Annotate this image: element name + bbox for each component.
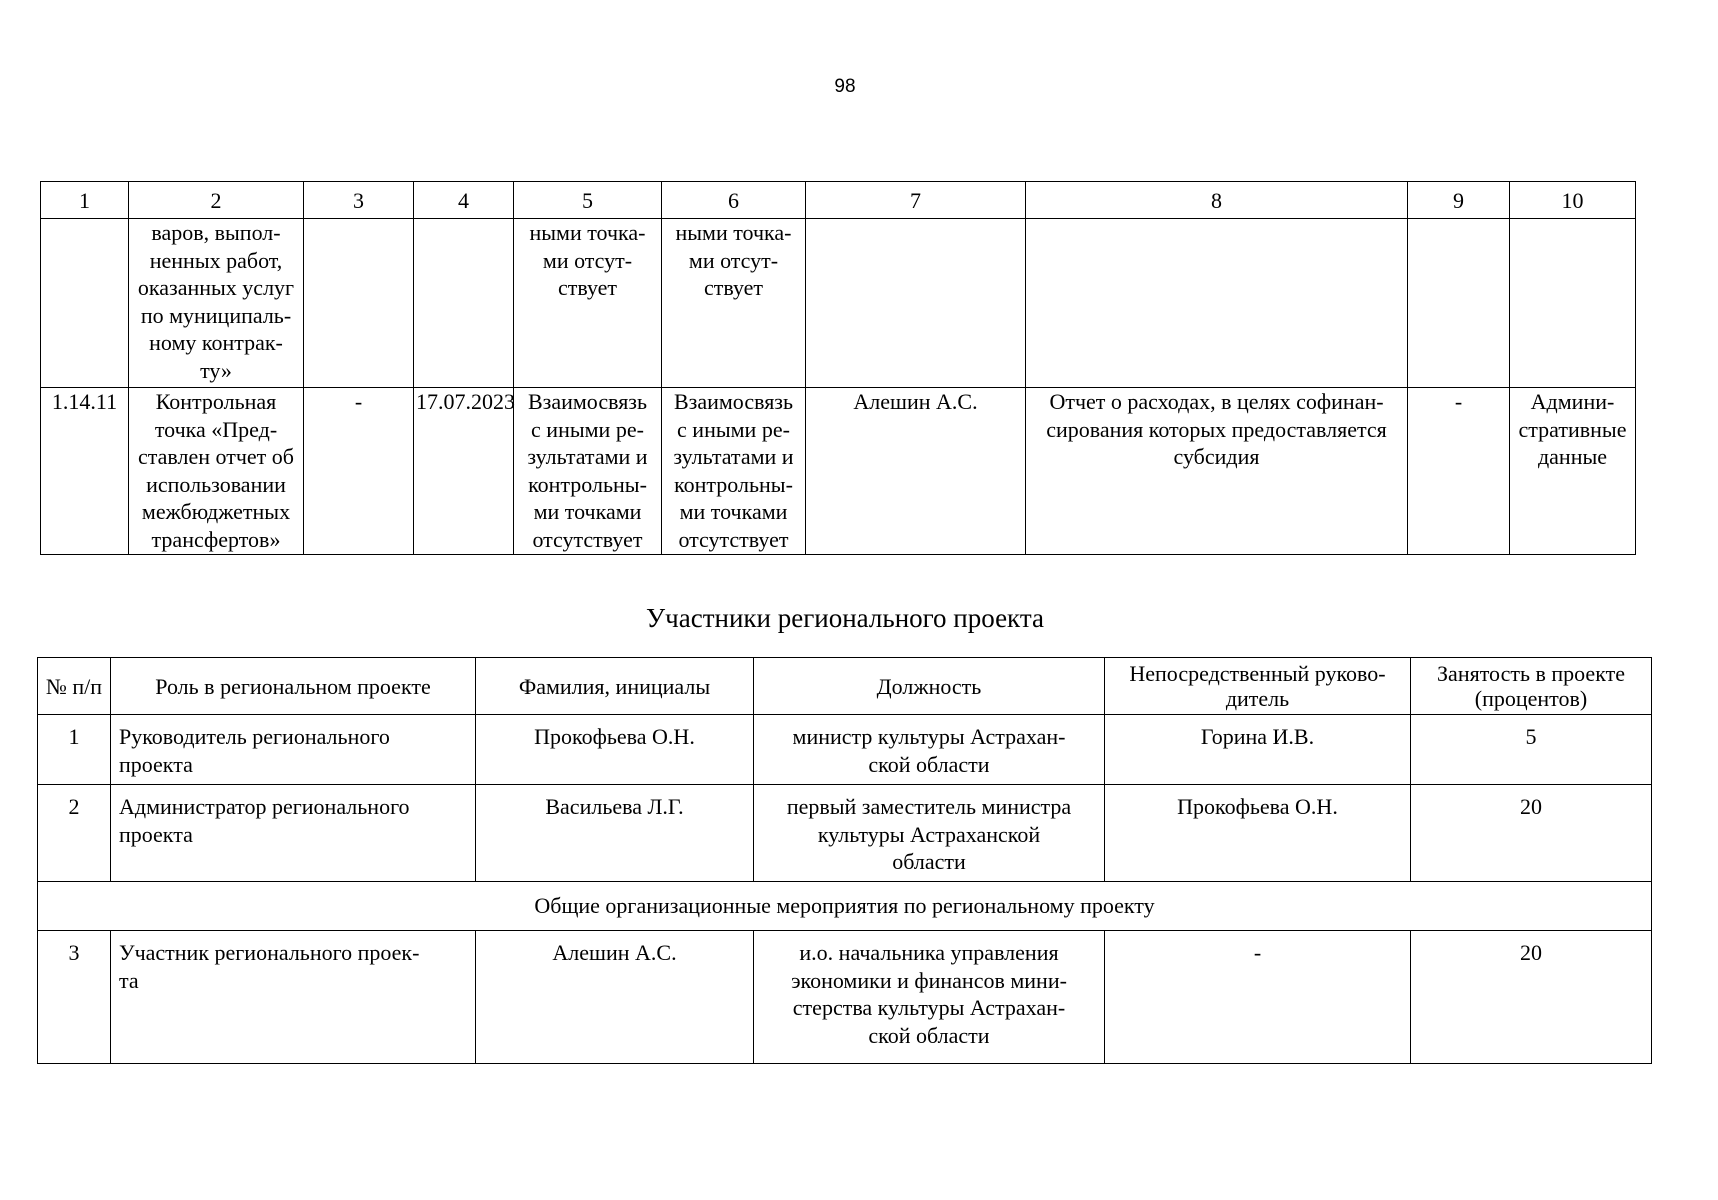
header-supervisor: Непосредственный руково- дитель bbox=[1105, 658, 1411, 715]
header-employment: Занятость в проекте (процентов) bbox=[1411, 658, 1652, 715]
cell-empty bbox=[1408, 219, 1510, 388]
cell-date: 17.07.2023 bbox=[414, 388, 514, 555]
cell-name: Алешин А.С. bbox=[476, 931, 754, 1064]
cell-relation-points: ными точка- ми отсут- ствует bbox=[662, 219, 806, 388]
cell-col3: - bbox=[304, 388, 414, 555]
cell-source: Админи- стративные данные bbox=[1510, 388, 1636, 555]
table-row bbox=[41, 219, 1636, 388]
cell-empty bbox=[1510, 219, 1636, 388]
cell-num: 3 bbox=[38, 931, 111, 1064]
table-header-row bbox=[38, 658, 1652, 715]
control-points-table bbox=[40, 181, 1636, 555]
cell-name: Васильева Л.Г. bbox=[476, 785, 754, 882]
cell-name: Прокофьева О.Н. bbox=[476, 715, 754, 785]
column-number-4: 4 bbox=[414, 182, 514, 219]
page-number: 98 bbox=[834, 76, 856, 97]
cell-position: первый заместитель министра культуры Астраханской области bbox=[754, 785, 1105, 882]
header-name: Фамилия, инициалы bbox=[476, 658, 754, 715]
cell-role: Руководитель регионального проекта bbox=[111, 715, 476, 785]
cell-relation-results: ными точка- ми отсут- ствует bbox=[514, 219, 662, 388]
cell-employment: 20 bbox=[1411, 931, 1652, 1064]
cell-col9: - bbox=[1408, 388, 1510, 555]
header-position: Должность bbox=[754, 658, 1105, 715]
cell-document: Отчет о расходах, в целях софинан- сирования которых предоставляется субсидия bbox=[1026, 388, 1408, 555]
column-number-2: 2 bbox=[129, 182, 304, 219]
header-role: Роль в региональном проекте bbox=[111, 658, 476, 715]
cell-description: Контрольная точка «Пред- ставлен отчет об использовании межбюджетных трансфертов» bbox=[129, 388, 304, 555]
cell-num: 2 bbox=[38, 785, 111, 882]
cell-description: варов, выпол- ненных работ, оказанных услуг по муниципаль- ному контрак- ту» bbox=[129, 219, 304, 388]
column-number-6: 6 bbox=[662, 182, 806, 219]
cell-position: министр культуры Астрахан- ской области bbox=[754, 715, 1105, 785]
column-number-9: 9 bbox=[1408, 182, 1510, 219]
cell-relation-results: Взаимосвязь с иными ре- зультатами и контрольны- ми точками отсутствует bbox=[514, 388, 662, 555]
cell-empty bbox=[414, 219, 514, 388]
participants-table bbox=[37, 657, 1652, 1064]
cell-role: Администратор регионального проекта bbox=[111, 785, 476, 882]
column-number-5: 5 bbox=[514, 182, 662, 219]
cell-supervisor: Горина И.В. bbox=[1105, 715, 1411, 785]
section-title: Участники регионального проекта bbox=[646, 603, 1044, 633]
header-num: № п/п bbox=[38, 658, 111, 715]
cell-supervisor: Прокофьева О.Н. bbox=[1105, 785, 1411, 882]
table-header-row bbox=[41, 182, 1636, 219]
table-row bbox=[38, 715, 1652, 785]
cell-supervisor: - bbox=[1105, 931, 1411, 1064]
table-row bbox=[38, 931, 1652, 1064]
section-row-title: Общие организационные мероприятия по региональному проекту bbox=[38, 882, 1652, 931]
section-row bbox=[38, 882, 1652, 931]
cell-employment: 20 bbox=[1411, 785, 1652, 882]
cell-index: 1.14.11 bbox=[41, 388, 129, 555]
cell-empty bbox=[304, 219, 414, 388]
cell-position: и.о. начальника управления экономики и финансов мини- стерства культуры Астрахан- ской области bbox=[754, 931, 1105, 1064]
column-number-7: 7 bbox=[806, 182, 1026, 219]
cell-num: 1 bbox=[38, 715, 111, 785]
cell-empty bbox=[806, 219, 1026, 388]
table-row bbox=[38, 785, 1652, 882]
cell-role: Участник регионального проек- та bbox=[111, 931, 476, 1064]
column-number-10: 10 bbox=[1510, 182, 1636, 219]
column-number-3: 3 bbox=[304, 182, 414, 219]
cell-relation-points: Взаимосвязь с иными ре- зультатами и контрольны- ми точками отсутствует bbox=[662, 388, 806, 555]
table-row bbox=[41, 388, 1636, 555]
cell-employment: 5 bbox=[1411, 715, 1652, 785]
cell-empty bbox=[1026, 219, 1408, 388]
column-number-8: 8 bbox=[1026, 182, 1408, 219]
cell-responsible: Алешин А.С. bbox=[806, 388, 1026, 555]
column-number-1: 1 bbox=[41, 182, 129, 219]
cell-empty bbox=[41, 219, 129, 388]
